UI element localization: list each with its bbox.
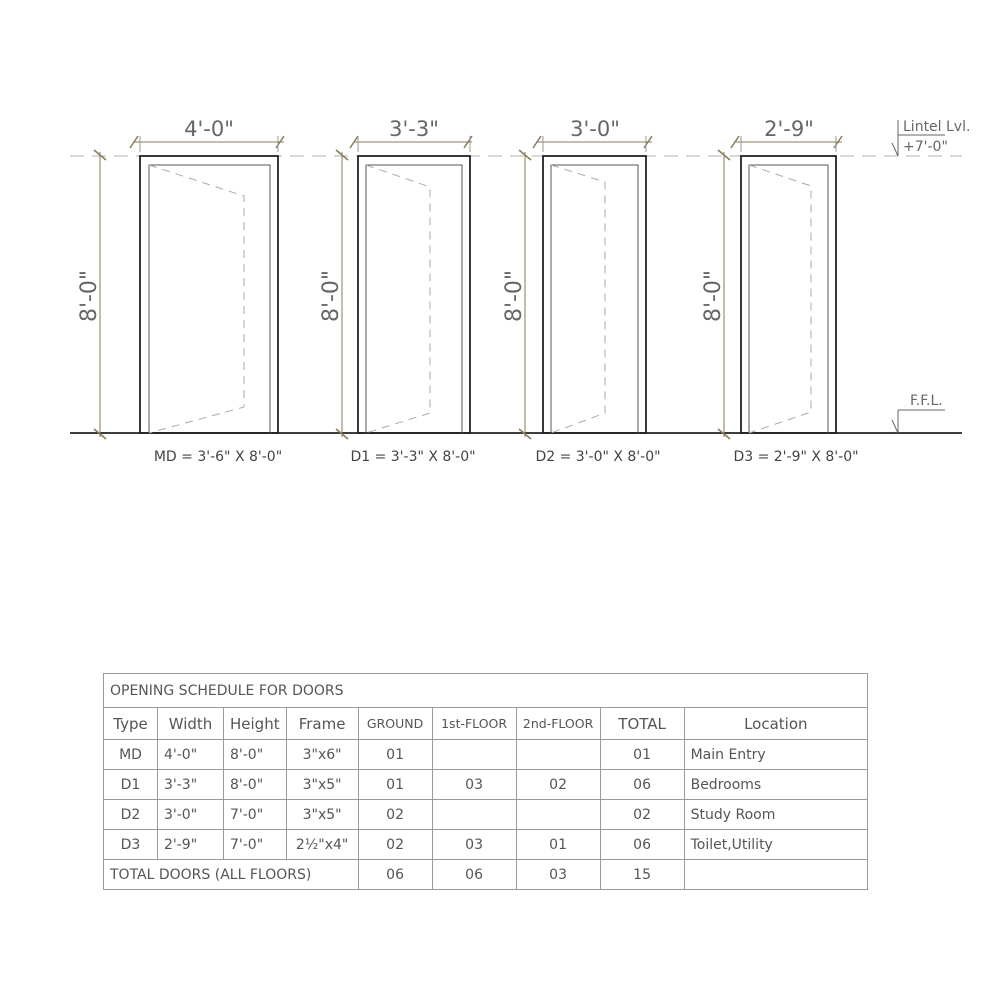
table-row (104, 830, 868, 860)
door-d2-width-dim: 3'-0" (570, 117, 620, 141)
cell-type: MD (104, 740, 158, 770)
cell-1st-floor (432, 740, 516, 770)
door-md-width-dim: 4'-0" (184, 117, 234, 141)
door-schedule-table (103, 673, 868, 890)
cell-2nd-floor: 01 (516, 830, 600, 860)
table-row (104, 800, 868, 830)
header-1st-floor: 1st-FLOOR (432, 708, 516, 740)
door-d3-height-dim: 8'-0" (701, 269, 726, 323)
schedule-header-row (104, 708, 868, 740)
cell-location: Bedrooms (684, 770, 867, 800)
cell-width: 3'-0" (158, 800, 224, 830)
ffl-label: F.F.L. (910, 393, 943, 409)
total-location (684, 860, 867, 890)
cell-type: D2 (104, 800, 158, 830)
total-all: 15 (600, 860, 684, 890)
header-height: Height (224, 708, 287, 740)
cell-2nd-floor (516, 740, 600, 770)
cell-width: 3'-3" (158, 770, 224, 800)
cell-height: 8'-0" (224, 770, 287, 800)
header-2nd-floor: 2nd-FLOOR (516, 708, 600, 740)
schedule-title: OPENING SCHEDULE FOR DOORS (104, 674, 868, 708)
header-ground: GROUND (358, 708, 432, 740)
cell-location: Study Room (684, 800, 867, 830)
cell-total: 02 (600, 800, 684, 830)
door-d3-caption: D3 = 2'-9" X 8'-0" (733, 449, 859, 465)
cell-width: 4'-0" (158, 740, 224, 770)
table-row (104, 770, 868, 800)
cell-2nd-floor (516, 800, 600, 830)
ffl-marker (892, 393, 945, 433)
door-md-height-dim: 8'-0" (77, 269, 102, 323)
header-location: Location (684, 708, 867, 740)
cell-ground: 02 (358, 800, 432, 830)
cell-height: 7'-0" (224, 830, 287, 860)
door-d1 (319, 117, 476, 465)
door-d1-height-dim: 8'-0" (319, 269, 344, 323)
cell-1st-floor (432, 800, 516, 830)
door-md (77, 117, 284, 465)
total-1st-floor: 06 (432, 860, 516, 890)
door-d3 (701, 117, 859, 465)
schedule-title-row (104, 674, 868, 708)
header-frame: Frame (286, 708, 358, 740)
cell-1st-floor: 03 (432, 770, 516, 800)
door-d2-caption: D2 = 3'-0" X 8'-0" (535, 449, 661, 465)
door-md-caption: MD = 3'-6" X 8'-0" (153, 449, 283, 465)
cell-frame: 3"x5" (286, 770, 358, 800)
door-d1-caption: D1 = 3'-3" X 8'-0" (350, 449, 476, 465)
cell-total: 06 (600, 830, 684, 860)
total-label: TOTAL DOORS (ALL FLOORS) (104, 860, 359, 890)
cell-type: D1 (104, 770, 158, 800)
lintel-level-value: +7'-0" (903, 139, 948, 155)
cell-total: 06 (600, 770, 684, 800)
total-ground: 06 (358, 860, 432, 890)
lintel-level-label: Lintel Lvl. (903, 119, 971, 135)
total-2nd-floor: 03 (516, 860, 600, 890)
cell-total: 01 (600, 740, 684, 770)
table-row (104, 740, 868, 770)
cell-frame: 3"x5" (286, 800, 358, 830)
cell-type: D3 (104, 830, 158, 860)
cell-frame: 2½"x4" (286, 830, 358, 860)
header-width: Width (158, 708, 224, 740)
header-type: Type (104, 708, 158, 740)
schedule-total-row (104, 860, 868, 890)
lintel-level-marker (892, 119, 970, 156)
cell-ground: 02 (358, 830, 432, 860)
cell-height: 8'-0" (224, 740, 287, 770)
cell-2nd-floor: 02 (516, 770, 600, 800)
cell-1st-floor: 03 (432, 830, 516, 860)
door-d2 (502, 117, 661, 465)
door-d2-height-dim: 8'-0" (502, 269, 527, 323)
door-d3-width-dim: 2'-9" (764, 117, 814, 141)
cell-height: 7'-0" (224, 800, 287, 830)
cell-location: Main Entry (684, 740, 867, 770)
cell-frame: 3"x6" (286, 740, 358, 770)
door-d1-width-dim: 3'-3" (389, 117, 439, 141)
cell-ground: 01 (358, 740, 432, 770)
header-total: TOTAL (600, 708, 684, 740)
cell-location: Toilet,Utility (684, 830, 867, 860)
cell-ground: 01 (358, 770, 432, 800)
cell-width: 2'-9" (158, 830, 224, 860)
